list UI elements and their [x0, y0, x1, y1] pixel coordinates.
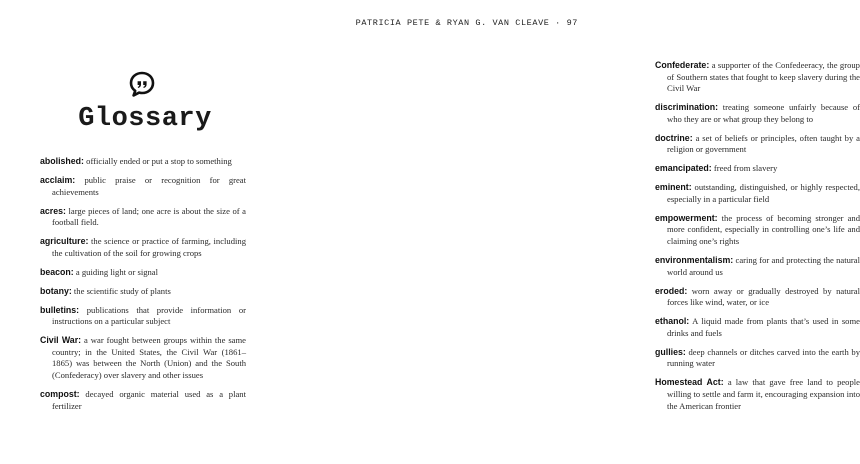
- glossary-definition: a supporter of the Confedeeracy, the group of Southern states that fought to keep slavery during the Civil War: [667, 60, 860, 94]
- glossary-term: Civil War:: [40, 335, 82, 346]
- left-page: [0, 0, 300, 464]
- glossary-definition: outstanding, distinguished, or highly respected, especially in a particular field: [667, 182, 860, 204]
- glossary-term: discrimination:: [655, 102, 719, 113]
- glossary-definition: a law that gave free land to people willing to settle and farm it, encouraging expansion into the American frontier: [667, 377, 860, 411]
- glossary-definition: deep channels or ditches carved into the earth by running water: [667, 346, 860, 369]
- glossary-definition: decayed organic material used as a plant fertilizer: [52, 389, 246, 411]
- glossary-entry: [40, 389, 246, 412]
- glossary-entry: [40, 335, 246, 381]
- glossary-definition: large pieces of land; one acre is about the size of a football field.: [52, 205, 246, 228]
- glossary-entry: [40, 305, 246, 328]
- glossary-term: abolished:: [40, 156, 84, 166]
- glossary-entry: [655, 133, 860, 156]
- glossary-definition: publications that provide information or instructions on a particular subject: [52, 304, 246, 327]
- glossary-entry: [655, 316, 860, 339]
- glossary-entry: [655, 286, 860, 309]
- glossary-entry: [655, 213, 860, 248]
- glossary-term: emancipated:: [655, 163, 712, 174]
- glossary-entry: [655, 347, 860, 370]
- glossary-definition: public praise or recognition for great achievements: [52, 174, 246, 197]
- glossary-entry: [655, 60, 860, 95]
- glossary-term: compost:: [40, 389, 80, 400]
- glossary-entry: [40, 236, 246, 259]
- glossary-definition: A liquid made from plants that’s used in some drinks and fuels: [667, 316, 860, 338]
- glossary-definition: worn away or gradually destroyed by natural forces like wind, water, or ice: [667, 285, 860, 308]
- glossary-entry: [655, 377, 860, 412]
- glossary-term: gullies:: [655, 346, 686, 357]
- glossary-entry: [40, 267, 246, 279]
- glossary-entry: [655, 163, 860, 175]
- glossary-definition: a guiding light or signal: [75, 266, 159, 277]
- glossary-term: acclaim:: [40, 174, 76, 185]
- glossary-list-right: [655, 60, 860, 420]
- glossary-definition: treating someone unfairly because of who they are or what group they belong to: [667, 102, 860, 124]
- glossary-definition: freed from slavery: [713, 163, 778, 174]
- glossary-definition: a set of beliefs or principles, often taught by a religion or government: [667, 132, 860, 155]
- glossary-entry: [40, 206, 246, 229]
- glossary-entry: [40, 286, 246, 298]
- glossary-term: ethanol:: [655, 316, 690, 327]
- glossary-entry: [655, 255, 860, 278]
- glossary-term: Confederate:: [655, 60, 710, 70]
- glossary-term: beacon:: [40, 266, 74, 277]
- glossary-entry: [40, 156, 246, 168]
- glossary-term: acres:: [40, 205, 66, 216]
- glossary-definition: a war fought between groups within the same country; in the United States, the Civil War (1861–1865) was between the North (Union) and the South (Confederacy) over slavery and other issues: [52, 335, 246, 381]
- glossary-definition: the science or practice of farming, including the cultivation of the soil for growing crops: [52, 236, 246, 258]
- glossary-term: eroded:: [655, 285, 688, 296]
- glossary-entry: [655, 182, 860, 205]
- glossary-definition: caring for and protecting the natural world around us: [667, 255, 860, 277]
- glossary-definition: officially ended or put a stop to something: [86, 156, 232, 166]
- glossary-title: Glossary: [78, 104, 212, 134]
- glossary-term: eminent:: [655, 182, 692, 193]
- glossary-term: environmentalism:: [655, 255, 734, 266]
- running-head: PATRICIA PETE & RYAN G. VAN CLEAVE · 97: [355, 18, 578, 28]
- speech-bubble-quote-icon: [128, 70, 156, 98]
- glossary-entry: [655, 102, 860, 125]
- right-page: [300, 0, 860, 464]
- glossary-definition: the process of becoming stronger and more confident, especially in controlling one’s life and claiming one’s rights: [667, 212, 860, 247]
- glossary-list-left: [40, 156, 246, 420]
- glossary-entry: [40, 175, 246, 198]
- glossary-term: agriculture:: [40, 236, 89, 247]
- glossary-term: Homestead Act:: [655, 377, 724, 388]
- glossary-term: doctrine:: [655, 132, 693, 143]
- glossary-term: empowerment:: [655, 212, 718, 223]
- glossary-term: bulletins:: [40, 304, 80, 315]
- glossary-term: botany:: [40, 285, 72, 296]
- glossary-definition: the scientific study of plants: [73, 285, 171, 296]
